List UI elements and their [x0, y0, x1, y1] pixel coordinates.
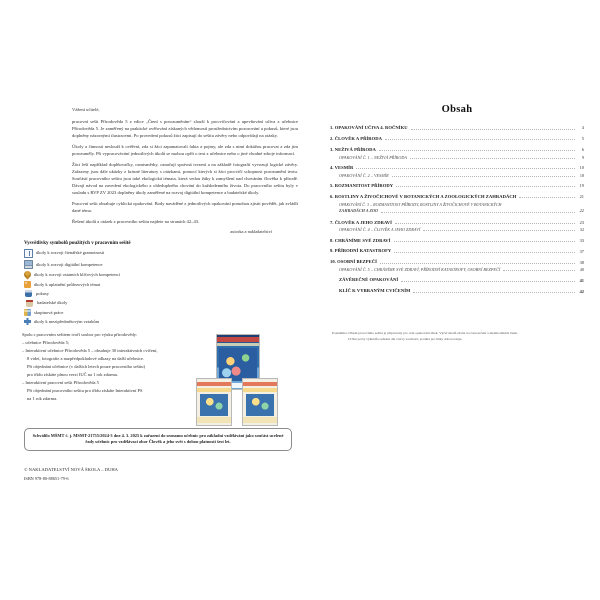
publisher-line: © NAKLADATELSTVÍ NOVÁ ŠKOLA – DUHA — [24, 467, 118, 472]
toc-page-number: 42 — [579, 288, 584, 294]
toc-label: 10. OSOBNÍ BEZPEČÍ — [330, 259, 377, 265]
toc-label: 4. VESMÍR — [330, 164, 354, 170]
toc-entry-10[interactable] — [330, 259, 584, 265]
toc-page-number: 6 — [581, 147, 584, 153]
toc-entry-2[interactable] — [330, 136, 584, 142]
author-signature: autorka a nakladatelství — [230, 228, 272, 234]
toc-leader — [423, 229, 575, 231]
toc-label: 6. ROSTLINY A ŽIVOČICHOVÉ V BOTANICKÝCH A ZOOLOGICKÝCH ZAHRADÁCH — [330, 193, 517, 199]
toc-label: KLÍČ K VYBRANÝM CVIČENÍM — [339, 288, 411, 294]
toc-leader — [379, 149, 575, 151]
toc-page-number: 32 — [579, 227, 584, 233]
toc-leader — [392, 175, 575, 177]
footnote-line-1: Poznámka: Obsah pracovního sešitu je připravený pro celé opakování látek. Výčet úkolů závisí na času určení a mezihodinách látek. — [332, 331, 518, 335]
group-work-icon — [24, 309, 31, 316]
toc-review-3[interactable] — [339, 202, 584, 215]
toc-label: 7. ČLOVĚK A JEHO ZDRAVÍ — [330, 219, 392, 225]
book-icon — [24, 249, 33, 258]
toc-entry-1[interactable] — [330, 125, 584, 131]
toc-leader — [394, 240, 576, 242]
toc-label: OPAKOVÁNÍ Č. 3 – ROZMANITOST PŘÍRODY, ROSTLINY A ŽIVOČICHOVÉ V BOTANICKÝCH — [339, 201, 502, 207]
toc-leader — [396, 185, 575, 187]
intro-paragraph-3: Žáci řeší například doplňovačky, osmisměrky, označují správná tvrzení a na základě fotografií vyvozují logické závěry. Zařazeny jsou dále ukázky z krásné literatury s otázkami, pomocí kterých si žáci procvičí schopnost porozumění textu. Součástí pracovního sešitu jsou také ekologická témata, která vedou žáky k zamyšlení nad chováním člověka k přírodě. Dávají návod na zavedení ekologického a ohleduplného chování do každodenního života. Do pracovního sešitu byly v souladu s RVP ZV 2023 doplněny úkoly zaměřené na rozvoj digitální kompetence a badatelské úkoly. — [72, 161, 298, 196]
toc-answer-key[interactable] — [339, 288, 584, 294]
intro-paragraph-2: Úkoly a činnosti neslouží k ověření, zda si žáci zapamatovali fakta a pojmy, ale zda s nimi dokážou pracovat a zda jim porozuměly. Při vypracovávání jednotlivých úkolů se mohou opřít o text z učebnice nebo o jiné vhodné zdroje informací. — [72, 143, 298, 156]
toc-entry-7[interactable] — [330, 220, 584, 226]
intro-paragraph-5: Řešení úkolů a otázek z pracovního sešitu najdete na stranách 42–43. — [72, 218, 200, 224]
legend-label: úkoly k rozvoji digitální kompetence — [36, 261, 103, 267]
toc-label: OPAKOVÁNÍ Č. 4 – ČLOVĚK A JEHO ZDRAVÍ — [339, 227, 421, 233]
list-item — [24, 290, 298, 297]
bundle-line-3: 8 videí, fotografie a nazpředpokladové odkazy na další učebnice. — [27, 356, 144, 362]
toc-leader — [356, 167, 575, 169]
bundle-intro: Spolu s pracovním sešitem tvoří soubor pro výuku přírodovědy: — [22, 332, 138, 338]
bundle-line-4: Při objednání učebnice (v dalších letech pouze pracovního sešitu) — [27, 364, 145, 370]
legend-label: úkoly k rozvoji čtenářské gramotnosti — [36, 250, 105, 256]
legend-title: Vysvětlivky symbolů použitých v pracovním sešitě — [24, 240, 131, 246]
toc-leader — [394, 251, 575, 253]
ministry-approval-box: Schválilo MŠMT č. j. MSMT-21755/2024-3 dne 4. 3. 2025 k zařazení do seznamu učebnic pro základní vzdělávání jako součást ucelené řady učebnic pro vzdělávací obor Člověk a jeho svět s dobou platnosti šest let. — [24, 428, 292, 451]
salutation: Vážení učitelé, — [72, 107, 100, 112]
workbook-cover-2 — [242, 378, 278, 426]
medal-icon — [24, 271, 31, 278]
toc-page-number: 18 — [579, 172, 584, 178]
toc-label: 1. OPAKOVÁNÍ UČIVA 4. ROČNÍKU — [330, 125, 408, 130]
bundle-line-6: – Interaktivní pracovní sešit Přírodověda 5 — [22, 379, 99, 385]
toc-leader — [395, 222, 575, 224]
toc-entry-4[interactable] — [330, 165, 584, 171]
toc-leader — [401, 280, 575, 282]
toc-leader — [519, 196, 575, 198]
toc-page-number: 33 — [579, 237, 584, 243]
puzzle-icon — [24, 281, 31, 288]
product-bundle-info — [22, 332, 202, 402]
legend-label: skupinová práce — [34, 309, 64, 315]
footnote-line-2: Určité počty výkladů rozhraní dle vrstvy souvisící, prolíná pro lišky doborovanja. — [348, 337, 463, 342]
toc-label: OPAKOVÁNÍ Č. 5 – CHRÁNÍME SVÉ ZDRAVÍ, PŘÍRODNÍ KATASTROFY, OSOBNÍ BEZPEČÍ — [339, 267, 501, 273]
toc-entry-9[interactable] — [330, 248, 584, 254]
list-item — [24, 260, 298, 269]
toc-page-number: 9 — [581, 154, 584, 160]
bundle-line-8: na 1 rok zdarma. — [27, 395, 58, 401]
legend-label: úkoly k rozvoji ostatních klíčových kompetencí — [34, 272, 120, 278]
toc-page-number: 41 — [579, 277, 584, 283]
legend-label: úkoly k uplatnění průřezových témat — [34, 281, 101, 287]
laptop-icon — [24, 260, 33, 269]
toc-label: 5. ROZMANITOST PŘÍRODY — [330, 182, 394, 188]
toc-label: OPAKOVÁNÍ Č. 1 – NEŽIVÁ PŘÍRODA — [339, 154, 407, 160]
toc-entry-5[interactable] — [330, 183, 584, 189]
toc-label: OPAKOVÁNÍ Č. 2 – VESMÍR — [339, 172, 389, 178]
toc-entry-8[interactable] — [330, 238, 584, 244]
page-title: Obsah — [441, 104, 473, 115]
toc-label-continued: ZAHRADÁCH A ZOO — [339, 208, 379, 214]
flask-icon — [25, 290, 32, 297]
toc-page-number: 19 — [579, 183, 584, 189]
toc-leader — [381, 211, 575, 213]
toc-footnote — [332, 330, 594, 342]
toc-page-number: 38 — [579, 259, 584, 265]
intro-paragraph-4: Pracovní sešit obsahuje cyklická opakování. Body naváděné z jednotlivých opakování pomohou zjistit povědět, jak zvládli dané téma. — [72, 200, 298, 214]
toc-review-2[interactable] — [339, 173, 584, 178]
legend-label: pokusy — [36, 290, 50, 296]
toc-leader — [503, 269, 575, 271]
legend-label: badatelské úkoly — [37, 300, 68, 306]
toc-page-number: 5 — [581, 136, 584, 142]
toc-leader — [413, 291, 575, 293]
toc-page-number: 10 — [579, 165, 584, 171]
list-item — [24, 249, 298, 258]
right-page — [312, 0, 600, 600]
list-item — [24, 318, 298, 325]
intro-paragraph-1: pracovní sešit Přírodověda 5 z edice „Čtení s porozuměním“ slouží k procvičování a upevňování učiva z učebnice Přírodověda 5. Je zaměřený na praktické ověřování získaných vědomostí prostřednictvím pozorování a pokusů, které jsou doplněny názornými ilustracemi. Po provedení pokusů žáci zapisují do sešitu závěry nebo odpovídají na otázky. — [72, 118, 298, 138]
symbol-legend-list — [22, 249, 298, 326]
bundle-line-7: Při objednání pracovního sešitu pro třídu získáte Interaktivní PS — [27, 387, 143, 393]
toc-final-review[interactable] — [339, 277, 584, 283]
toc-label: 9. PŘÍRODNÍ KATASTROFY — [330, 248, 392, 254]
toc-page-number: 21 — [579, 194, 584, 200]
toc-leader — [411, 128, 575, 130]
table-of-contents — [326, 125, 588, 294]
toc-label: 8. CHRÁNÍME SVÉ ZDRAVÍ — [330, 237, 391, 243]
toc-entry-3[interactable] — [330, 147, 584, 153]
toc-leader — [410, 157, 575, 159]
toc-leader — [385, 138, 575, 140]
toc-label: 3. NEŽIVÁ PŘÍRODA — [330, 146, 376, 152]
toc-review-1[interactable] — [339, 155, 584, 160]
list-item — [24, 271, 298, 278]
bundle-line-1: – učebnice Přírodověda 5; — [22, 340, 70, 346]
bundle-line-5: pro třídu získáte plnou verzi IUČ na 1 rok zdarma. — [27, 372, 118, 378]
imprint-block — [24, 466, 118, 483]
book-cover-images — [192, 334, 304, 426]
list-item — [24, 300, 298, 307]
bundle-line-2: – Interaktivní učebnice Přírodověda 5 – obsahuje 30 interaktivních cvičení, — [22, 348, 158, 354]
cross-icon — [24, 318, 31, 325]
toc-entry-6[interactable] — [330, 194, 584, 200]
toc-review-5[interactable] — [339, 267, 584, 272]
toc-leader — [380, 262, 575, 264]
toc-page-number: 23 — [579, 219, 584, 225]
toc-review-4[interactable] — [339, 227, 584, 232]
toc-page-number: 37 — [579, 248, 584, 254]
toc-page-number: 22 — [579, 207, 584, 213]
toc-page-number: 40 — [579, 267, 584, 273]
list-item — [24, 281, 298, 288]
toc-label: 2. ČLOVĚK A PŘÍRODA — [330, 135, 382, 141]
toc-page-number: 4 — [581, 125, 584, 131]
list-item — [24, 309, 298, 316]
legend-label: úkoly k mezipředmětovým vztahům — [34, 319, 100, 325]
test-tube-icon — [26, 300, 33, 307]
toc-label: ZÁVĚREČNÉ OPAKOVÁNÍ — [339, 277, 399, 283]
isbn-line: ISBN 978-80-88651-79-6 — [24, 475, 69, 481]
